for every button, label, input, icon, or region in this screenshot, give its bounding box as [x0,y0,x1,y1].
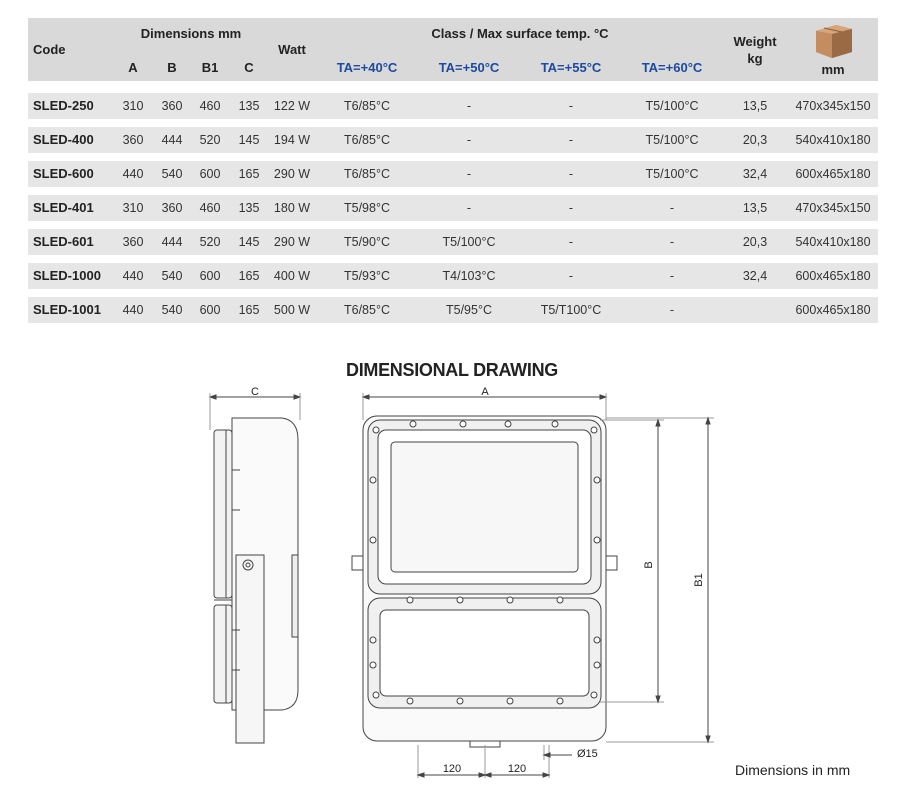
row-b1: 600 [199,303,221,317]
header-watt: Watt [278,42,306,57]
row-watt: 400 W [273,269,311,283]
header-class-temp: Class / Max surface temp. °C [431,26,609,41]
row-b1: 460 [199,201,221,215]
row-c: 165 [238,303,260,317]
row-c: 145 [238,133,260,147]
row-b: 444 [161,235,183,249]
row-weight: 13,5 [742,201,768,215]
row-ta60: - [669,303,675,317]
row-code: SLED-250 [33,98,94,113]
row-watt: 180 W [273,201,311,215]
row-b: 540 [161,303,183,317]
row-box: 600x465x180 [795,167,871,181]
row-weight: 20,3 [742,133,768,147]
row-c: 135 [238,201,260,215]
row-watt: 194 W [273,133,311,147]
row-weight: 32,4 [742,167,768,181]
row-ta40: T6/85°C [344,99,390,113]
row-b1: 520 [199,235,221,249]
row-box: 540x410x180 [795,235,871,249]
row-c: 145 [238,235,260,249]
row-ta40: T6/85°C [344,303,390,317]
row-code: SLED-401 [33,200,94,215]
row-watt: 122 W [273,99,311,113]
row-box: 540x410x180 [795,133,871,147]
label-spacing-left: 120 [442,763,462,775]
row-box: 600x465x180 [795,269,871,283]
row-ta60: - [669,235,675,249]
header-code: Code [33,42,66,57]
row-ta60: T5/100°C [645,99,699,113]
row-b1: 520 [199,133,221,147]
row-ta40: T5/90°C [344,235,390,249]
row-c: 165 [238,167,260,181]
row-ta40: T6/85°C [344,133,390,147]
label-c: C [251,386,259,398]
row-code: SLED-601 [33,234,94,249]
label-hole: Ø15 [577,748,598,760]
row-ta50: T5/100°C [442,235,496,249]
row-ta55: - [568,269,574,283]
header-ta40: TA=+40°C [336,60,398,75]
row-a: 440 [122,303,144,317]
row-ta55: T5/T100°C [540,303,602,317]
row-watt: 290 W [273,167,311,181]
front-view [352,393,617,747]
row-code: SLED-1001 [33,302,101,317]
row-a: 440 [122,167,144,181]
row-code: SLED-400 [33,132,94,147]
row-ta55: - [568,167,574,181]
row-code: SLED-1000 [33,268,101,283]
row-c: 135 [238,99,260,113]
dim-spacing [418,745,572,778]
header-dim-a: A [128,60,138,75]
row-ta60: T5/100°C [645,133,699,147]
header-dim-b1: B1 [201,60,219,75]
row-b: 360 [161,201,183,215]
header-ta50: TA=+50°C [438,60,500,75]
row-b1: 460 [199,99,221,113]
label-spacing-right: 120 [507,763,527,775]
row-weight: 20,3 [742,235,768,249]
row-watt: 500 W [273,303,311,317]
header-ta60: TA=+60°C [641,60,703,75]
row-ta60: - [669,201,675,215]
row-weight: 13,5 [742,99,768,113]
row-a: 360 [122,133,144,147]
row-b: 360 [161,99,183,113]
row-b1: 600 [199,269,221,283]
row-b: 444 [161,133,183,147]
label-a: A [481,386,489,398]
header-dimensions: Dimensions mm [140,26,242,41]
row-watt: 290 W [273,235,311,249]
row-weight: 32,4 [742,269,768,283]
row-ta50: T5/95°C [446,303,492,317]
row-ta40: T5/98°C [344,201,390,215]
header-weight: Weight [733,34,777,49]
header-dim-c: C [244,60,254,75]
row-ta50: - [466,201,472,215]
row-ta60: - [669,269,675,283]
row-c: 165 [238,269,260,283]
row-ta55: - [568,133,574,147]
dim-b [600,420,664,702]
row-ta55: - [568,99,574,113]
row-ta50: - [466,99,472,113]
row-ta40: T6/85°C [344,167,390,181]
dimensions-note: Dimensions in mm [735,762,851,778]
row-a: 360 [122,235,144,249]
row-ta50: - [466,133,472,147]
row-b: 540 [161,269,183,283]
side-view [210,393,300,743]
row-ta50: - [466,167,472,181]
header-box-unit: mm [821,62,845,77]
row-ta50: T4/103°C [442,269,496,283]
row-box: 470x345x150 [795,99,871,113]
row-ta55: - [568,235,574,249]
row-a: 310 [122,99,144,113]
label-b: B [643,561,655,569]
row-ta40: T5/93°C [344,269,390,283]
row-box: 470x345x150 [795,201,871,215]
drawing-title: DIMENSIONAL DRAWING [346,360,558,380]
row-box: 600x465x180 [795,303,871,317]
row-code: SLED-600 [33,166,94,181]
row-a: 440 [122,269,144,283]
header-weight-unit: kg [747,51,763,66]
header-ta55: TA=+55°C [540,60,602,75]
row-ta60: T5/100°C [645,167,699,181]
row-a: 310 [122,201,144,215]
row-ta55: - [568,201,574,215]
row-b: 540 [161,167,183,181]
row-b1: 600 [199,167,221,181]
header-dim-b: B [167,60,177,75]
label-b1: B1 [693,573,705,587]
